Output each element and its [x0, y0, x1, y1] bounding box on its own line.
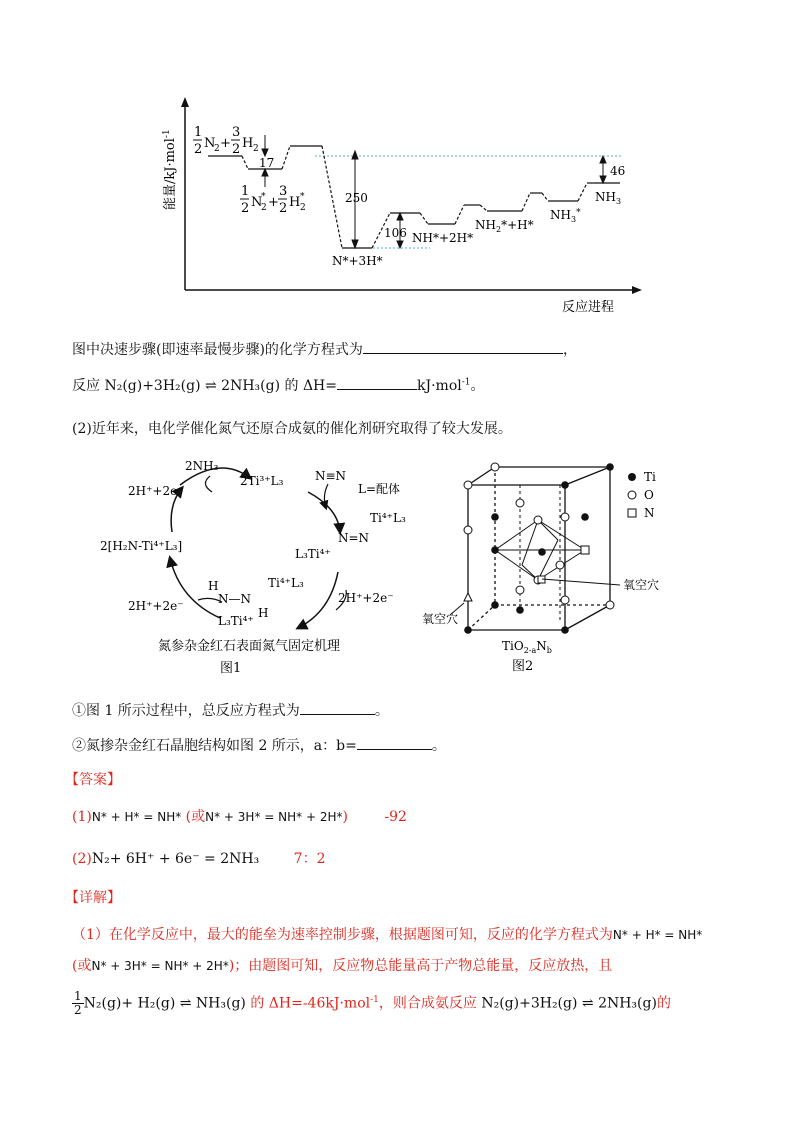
value-106: 106	[384, 226, 407, 240]
fig1-nn: N≡N	[315, 469, 347, 483]
detail-line-1	[72, 924, 702, 944]
answer-1-num: (1)	[72, 809, 92, 825]
svg-text:1: 1	[241, 184, 250, 199]
energy-diagram	[150, 95, 650, 320]
fig1-ti4-l3-b: Ti⁴⁺L₃	[268, 576, 304, 590]
vacancy-marker	[464, 593, 472, 601]
species-nh2-h: $NH_2*+H*$	[475, 218, 534, 234]
q1-answer-blank-1[interactable]	[363, 339, 563, 354]
species-nh3-star: $NH_3^*$	[550, 208, 581, 224]
detail-fraction-1: 1 2	[74, 989, 82, 1017]
detail-p3-end: 的	[656, 995, 671, 1012]
answer-2-eq: N₂+ 6H⁺ + 6e⁻ = 2NH₃	[91, 851, 260, 867]
vacancy-label-right: 氧空穴	[623, 578, 660, 592]
detail-p3-text2: ，则合成氨反应	[378, 995, 477, 1012]
adsorbed-label	[240, 184, 306, 216]
q1-unit: kJ·mol	[417, 378, 462, 394]
legend-o: O	[644, 488, 654, 502]
svg-text:2: 2	[279, 201, 288, 216]
svg-text:N: N	[204, 136, 216, 151]
question-b-text: ②氮掺杂金红石晶胞结构如图 2 所示，a：b=	[72, 738, 357, 754]
svg-text:+: +	[268, 195, 279, 210]
svg-text:2: 2	[214, 144, 220, 154]
question-b-blank[interactable]	[357, 735, 432, 750]
arrow-side-nh3	[205, 476, 212, 492]
q1-line1-end: ，	[562, 342, 577, 358]
question-a-end: 。	[374, 703, 389, 719]
vacancy-pointer-right	[542, 579, 620, 585]
q1-line2-mid: 的 ΔH=	[284, 378, 337, 394]
detail-p3-eq2: N₂(g)+3H₂(g) ⇌ 2NH₃(g)	[481, 995, 657, 1012]
svg-text:2: 2	[261, 203, 267, 213]
fig1-h-e-right: 2H⁺+2e⁻	[338, 591, 394, 605]
q1-line2-prefix: 反应	[72, 378, 100, 394]
q1-line1-text: 图中决速步骤(即速率最慢步骤)的化学方程式为	[72, 342, 363, 358]
svg-text:N: N	[251, 195, 263, 210]
fig2-label: 图2	[512, 659, 534, 674]
question-a-text: ①图 1 所示过程中，总反应方程式为	[72, 703, 300, 719]
answer-2-ratio: 7：2	[293, 851, 326, 867]
svg-text:3: 3	[232, 125, 241, 140]
answer-1-eq: N* + H* = NH*	[91, 810, 182, 824]
legend-ti: Ti	[644, 470, 656, 484]
q2-intro: (2)近年来，电化学催化氮气还原合成氨的催化剂研究取得了较大发展。	[72, 421, 512, 437]
detail-p1-eq: N* + H* = NH*	[612, 928, 703, 942]
fig1-ti3: 2Ti³⁺L₃	[240, 474, 284, 488]
fig1-l3ti4-b: L₃Ti⁴⁺	[218, 614, 254, 628]
question-a-blank[interactable]	[300, 700, 375, 715]
y-axis-label: 能量/kJ·mol$^{-1}$	[162, 129, 178, 210]
answer-1-alt-eq: N* + 3H* = NH* + 2H*	[205, 810, 343, 824]
detail-p3-sup: -1	[370, 994, 379, 1005]
figure1-cycle	[100, 450, 430, 685]
fig1-h2n-ti: 2[H₂N-Ti⁴⁺L₃]	[100, 539, 183, 553]
species-n-3h: N*+3H*	[332, 254, 383, 268]
answer-1-alt-close: )	[342, 809, 348, 825]
svg-text:H: H	[289, 195, 301, 210]
fig1-n-eq-n: N=N	[338, 531, 370, 545]
detail-p3-eq: N₂(g)+ H₂(g) ⇌ NH₃(g)	[83, 995, 246, 1012]
svg-text:+: +	[220, 136, 231, 151]
detail-p1: （1）在化学反应中，最大的能垒为速率控制步骤，根据题图可知，反应的化学方程式为	[72, 927, 613, 943]
fig1-h-e-top: 2H⁺+2e⁻	[128, 484, 184, 498]
detail-p2-eq: N* + 3H* = NH* + 2H*	[91, 959, 229, 973]
svg-text:2: 2	[253, 144, 259, 154]
fig1-label: 图1	[220, 661, 242, 676]
fig2-formula: $TiO_{2-a}N_b$	[502, 639, 552, 655]
species-nh-2h: NH*+2H*	[412, 231, 474, 245]
q1-line2-end: 。	[470, 378, 485, 394]
x-axis-label: 反应进程	[562, 300, 615, 315]
q1-line2	[72, 375, 485, 395]
fig1-h-a: H	[208, 579, 219, 593]
value-17: 17	[259, 156, 275, 170]
vacancy-label-left: 氧空穴	[422, 612, 459, 626]
figure2-crystal	[420, 455, 680, 680]
svg-text:H: H	[242, 136, 254, 151]
svg-text:2: 2	[232, 142, 241, 157]
fig1-h-b: H	[258, 606, 269, 620]
detail-line-3	[72, 990, 671, 1017]
q1-unit-sup: -1	[461, 377, 471, 388]
answer-2-num: (2)	[72, 851, 92, 867]
question-b	[72, 735, 446, 755]
detail-p3-text: 的 ΔH=-46kJ·mol	[250, 995, 371, 1012]
answer-header: 【答案】	[65, 772, 121, 788]
q1-equation: N₂(g)+3H₂(g) ⇌ 2NH₃(g)	[104, 378, 281, 394]
answer-line-2	[72, 848, 326, 868]
svg-text:3: 3	[279, 184, 288, 199]
value-46: 46	[610, 164, 626, 178]
reactant-label	[193, 125, 259, 157]
svg-text:2: 2	[300, 203, 306, 213]
fig1-l3ti4-a: L₃Ti⁴⁺	[295, 547, 331, 561]
arrow-right-bottom	[298, 572, 338, 628]
legend-ti-marker	[628, 473, 636, 481]
ti-atoms	[464, 463, 614, 634]
question-b-end: 。	[431, 738, 446, 754]
svg-text:*: *	[261, 192, 266, 202]
legend-n: N	[644, 506, 655, 520]
detail-header: 【详解】	[65, 890, 121, 906]
species-nh3: $NH_3$	[595, 190, 622, 206]
detail-p2-open: (或	[72, 958, 92, 974]
fig1-ti4-l3-a: Ti⁴⁺L₃	[370, 511, 406, 525]
question-a	[72, 700, 389, 720]
fig1-n-n: N—N	[218, 592, 251, 606]
svg-text:*: *	[300, 192, 305, 202]
svg-text:2: 2	[194, 142, 203, 157]
fig1-caption: 氮参杂金红石表面氮气固定机理	[158, 639, 341, 654]
q1-line1	[72, 339, 577, 359]
answer-1-alt-open: (或	[185, 809, 206, 825]
answer-1-value: -92	[384, 809, 407, 825]
y-axis-arrow	[181, 97, 189, 107]
svg-text:1: 1	[194, 125, 203, 140]
value-250: 250	[345, 191, 368, 205]
fig1-l-def: L=配体	[358, 482, 401, 496]
legend-n-marker	[628, 509, 636, 517]
fig1-h-e-left: 2H⁺+2e⁻	[128, 599, 184, 613]
fig1-nh3: 2NH₃	[185, 459, 219, 473]
detail-line-2	[72, 955, 612, 975]
q1-answer-blank-2[interactable]	[337, 375, 417, 390]
x-axis-arrow	[632, 286, 642, 294]
detail-p2-text: )；由题图可知，反应物总能量高于产物总能量，反应放热，且	[228, 958, 613, 974]
legend-o-marker	[628, 491, 636, 499]
answer-line-1	[72, 806, 407, 826]
svg-text:2: 2	[241, 201, 250, 216]
